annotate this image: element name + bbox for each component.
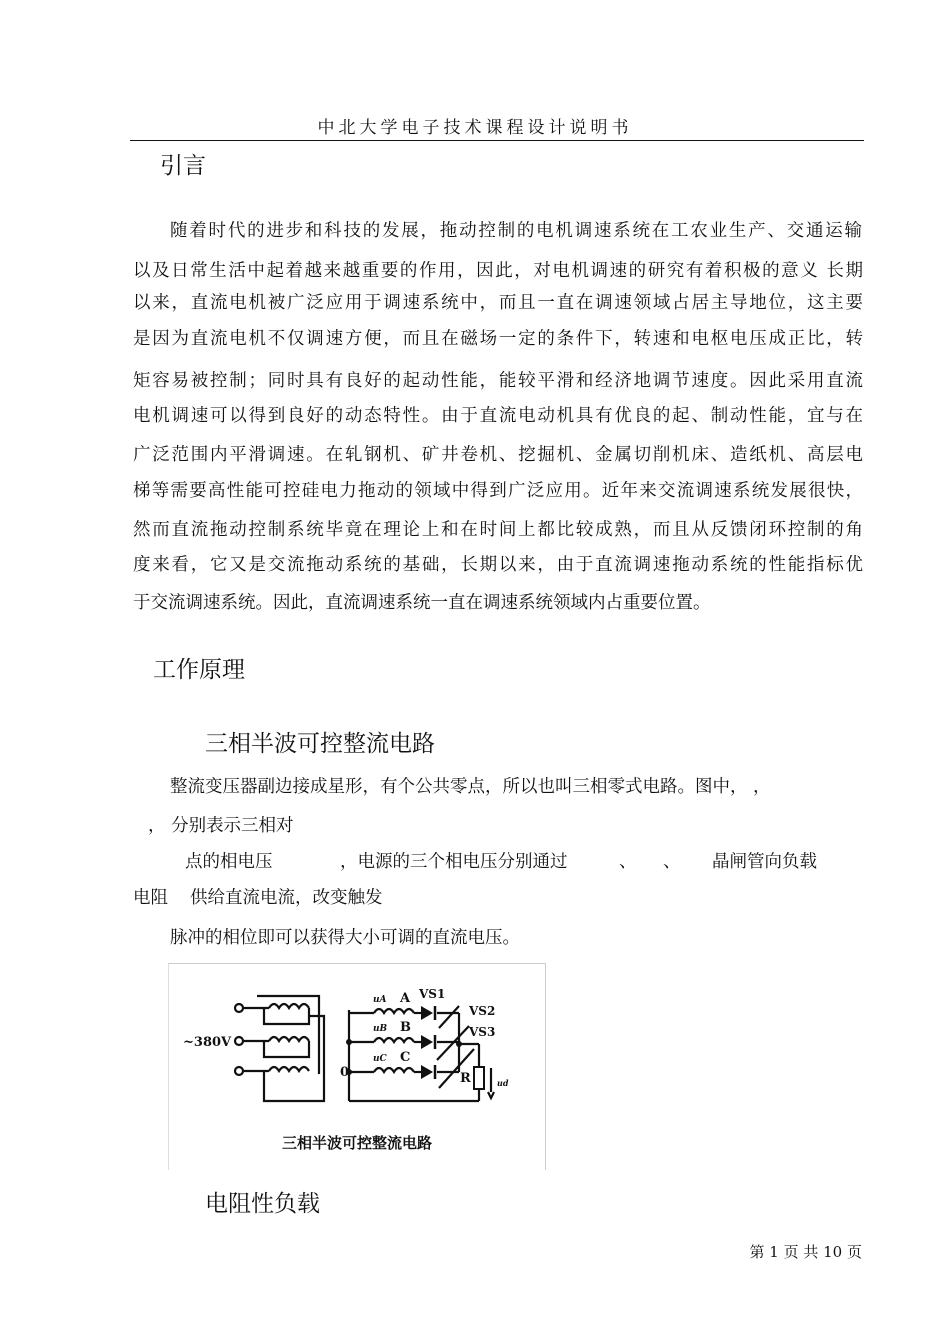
paragraph-line: 以及日常生活中起着越来越重要的作用，因此，对电机调速的研究有着积极的意义 长期 — [133, 261, 863, 281]
three-phase-rectifier-diagram — [169, 964, 545, 1170]
thyristor-vs1-label: VS1 — [419, 987, 446, 1001]
paragraph-line: 是因为直流电机不仅调速方便，而且在磁场一定的条件下，转速和电枢电压成正比，转 — [133, 329, 863, 349]
load-resistor-label: R — [460, 1071, 471, 1086]
paragraph-line: 矩容易被控制；同时具有良好的起动性能，能较平滑和经济地调节速度。因此采用直流 — [133, 371, 863, 391]
paragraph-line: 电机调速可以得到良好的动态特性。由于直流电动机具有优良的起、制动性能，宜与在 — [133, 406, 863, 426]
circuit-heading: 三相半波可控整流电路 — [205, 731, 435, 757]
thyristor-vs3-label: VS3 — [469, 1025, 496, 1039]
paragraph-fragment: 供给直流电流，改变触发 — [190, 888, 383, 908]
paragraph-fragment: ，电源的三个相电压分别通过 — [340, 852, 568, 872]
thyristor-vs2-label: VS2 — [469, 1004, 496, 1018]
output-voltage-label: ud — [497, 1078, 509, 1088]
paragraph-line: 于交流调速系统。因此，直流调速系统一直在调速系统领域内占重要位置。 — [133, 593, 711, 613]
phase-c-label: C — [400, 1050, 411, 1065]
paragraph-fragment: 点的相电压 — [185, 852, 273, 872]
secondary-winding-group — [349, 1006, 494, 1101]
paragraph-line: 广泛范围内平滑调速。在轧钢机、矿井卷机、挖掘机、金属切削机床、造纸机、高层电 — [133, 445, 863, 465]
thyristor-vs3-icon — [421, 1065, 433, 1079]
page-number-footer: 第 1 页 共 10 页 — [749, 1243, 862, 1261]
resistive-load-heading: 电阻性负载 — [205, 1191, 320, 1217]
header-divider — [130, 140, 864, 141]
paragraph-line: 脉冲的相位即可以获得大小可调的直流电压。 — [170, 928, 520, 948]
paragraph-line: ， 分别表示三相对 — [148, 816, 294, 836]
paragraph-fragment: 、 — [663, 852, 681, 872]
phase-b-label: B — [400, 1020, 411, 1035]
paragraph-line: 然而直流拖动控制系统毕竟在理论上和在时间上都比较成熟，而且从反馈闭环控制的角 — [133, 520, 863, 540]
voltage-ua-label: uA — [373, 995, 387, 1005]
principle-heading: 工作原理 — [153, 657, 245, 683]
neutral-point-label: 0 — [340, 1065, 350, 1080]
paragraph-line: 度来看，它又是交流拖动系统的基础，长期以来，由于直流调速拖动系统的性能指标优 — [133, 555, 863, 575]
circuit-figure — [168, 963, 546, 1170]
thyristor-vs1-icon — [421, 1006, 433, 1020]
paragraph-line: 梯等需要高性能可控硅电力拖动的领域中得到广泛应用。近年来交流调速系统发展很快， — [133, 481, 863, 501]
voltage-uc-label: uC — [373, 1054, 387, 1064]
phase-a-label: A — [400, 991, 411, 1006]
load-resistor-icon — [474, 1067, 484, 1089]
document-header-title: 中北大学电子技术课程设计说明书 — [317, 118, 633, 138]
paragraph-line: 以来，直流电机被广泛应用于调速系统中，而且一直在调速领域占居主导地位，这主要 — [133, 293, 863, 313]
thyristor-vs2-icon — [421, 1035, 433, 1049]
intro-heading: 引言 — [160, 153, 206, 179]
primary-winding-group — [235, 996, 324, 1101]
voltage-ub-label: uB — [373, 1024, 388, 1034]
paragraph-fragment: 电阻 — [133, 888, 168, 908]
paragraph-line: 整流变压器副边接成星形，有个公共零点，所以也叫三相零式电路。图中， ， — [170, 777, 771, 797]
source-voltage-label: ~380V — [183, 1035, 232, 1050]
paragraph-line: 随着时代的进步和科技的发展，拖动控制的电机调速系统在工农业生产、交通运输 — [170, 221, 862, 241]
paragraph-fragment: 、 — [619, 852, 637, 872]
figure-caption: 三相半波可控整流电路 — [281, 1134, 433, 1152]
paragraph-fragment: 晶闸管向负载 — [712, 852, 817, 872]
